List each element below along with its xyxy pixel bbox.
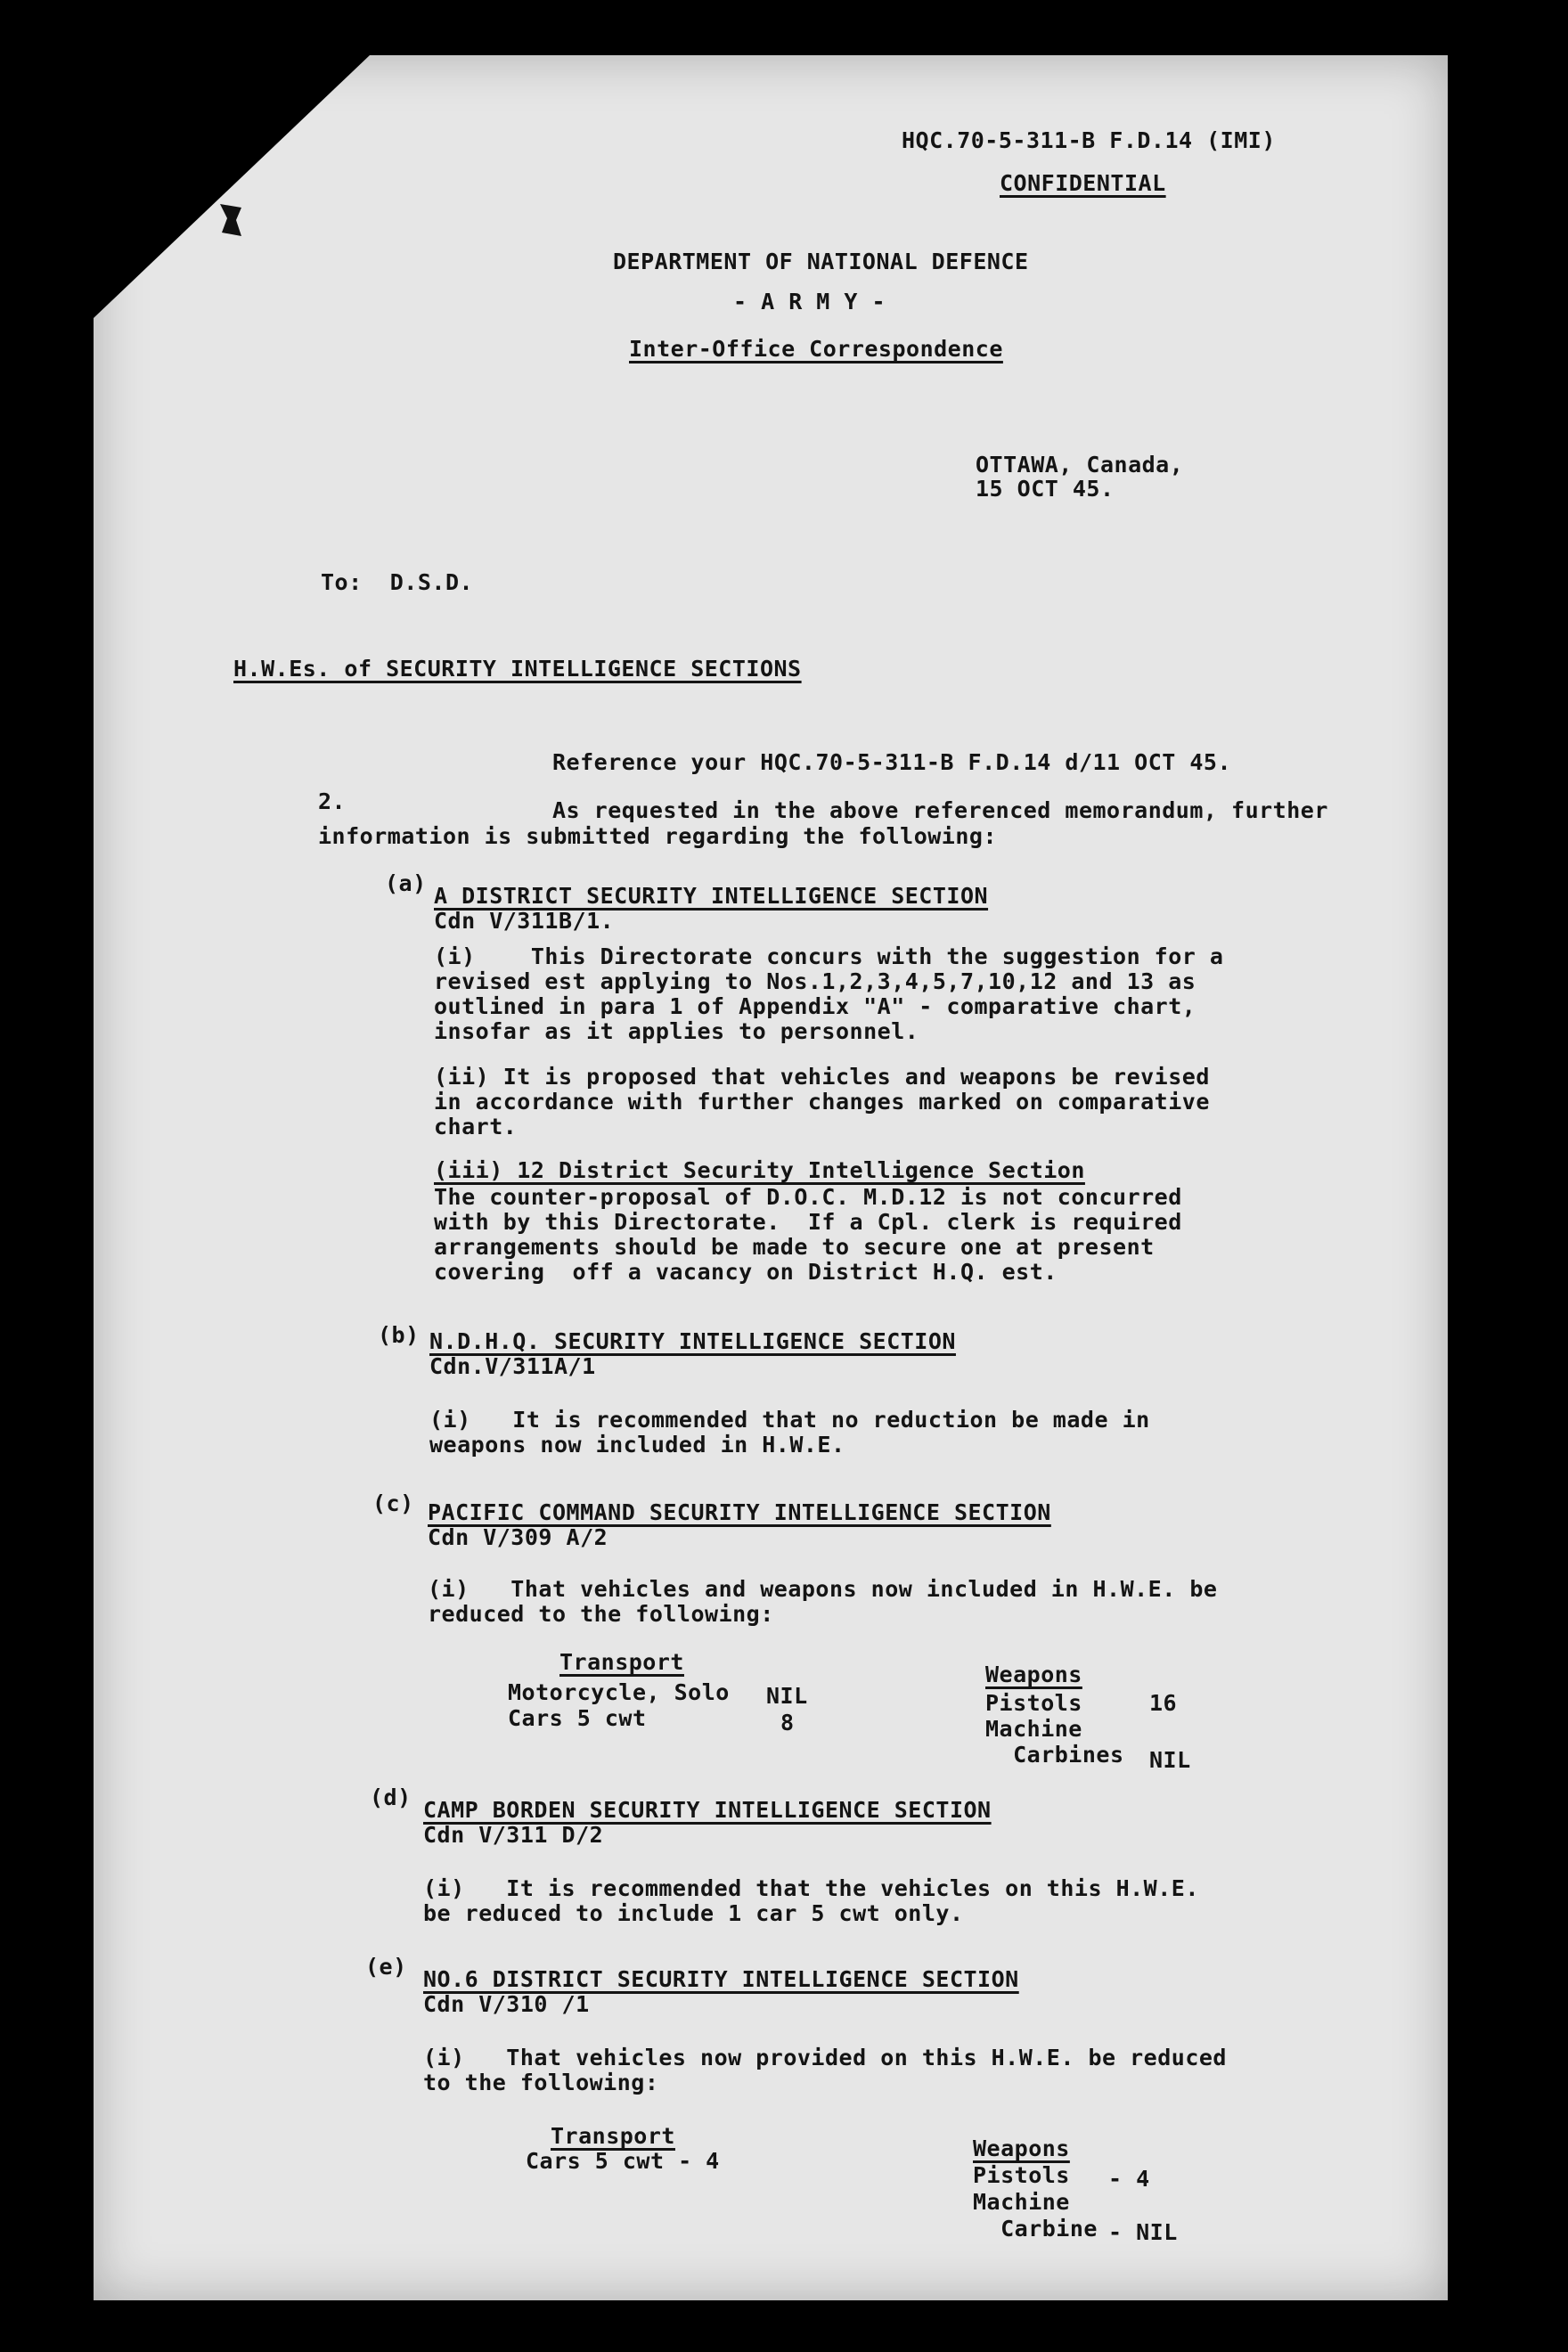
reference-line: Reference your HQC.70-5-311-B F.D.14 d/11 OCT 45.	[552, 749, 1232, 775]
weapons-heading: Weapons	[973, 2136, 1070, 2161]
section-code: Cdn V/309 A/2	[428, 1524, 608, 1550]
subpara-line: revised est applying to Nos.1,2,3,4,5,7,10,12 and 13 as	[434, 968, 1196, 994]
subpara-line: with by this Directorate. If a Cpl. clerk is required	[434, 1209, 1182, 1235]
transport-qty: NIL	[766, 1683, 808, 1709]
section-code: Cdn V/311 D/2	[423, 1822, 604, 1848]
transport-heading: Transport	[559, 1649, 684, 1675]
transport-line: Cars 5 cwt - 4	[526, 2148, 720, 2174]
subpara-line: covering off a vacancy on District H.Q. est.	[434, 1259, 1058, 1285]
section-label: (b)	[378, 1322, 420, 1348]
subpara-title: (iii) 12 District Security Intelligence Section	[434, 1157, 1085, 1183]
weapons-qty: 16	[1149, 1690, 1178, 1716]
subpara-line: (i) That vehicles now provided on this H.W.E. be reduced	[423, 2045, 1227, 2070]
punch-mark-icon	[218, 202, 243, 238]
subpara-line: arrangements should be made to secure one at present	[434, 1234, 1155, 1260]
section-title: PACIFIC COMMAND SECURITY INTELLIGENCE SECTION	[428, 1499, 1051, 1525]
section-title: CAMP BORDEN SECURITY INTELLIGENCE SECTION	[423, 1797, 992, 1823]
date-line: 15 OCT 45.	[976, 476, 1115, 502]
section-title: NO.6 DISTRICT SECURITY INTELLIGENCE SECTION	[423, 1966, 1019, 1992]
weapons-item: Carbines	[985, 1742, 1124, 1768]
weapons-qty: NIL	[1149, 1747, 1191, 1773]
subpara-line: outlined in para 1 of Appendix "A" - comparative chart,	[434, 993, 1196, 1019]
transport-qty: 8	[780, 1710, 795, 1735]
subpara-line: (i) It is recommended that no reduction be made in	[429, 1407, 1150, 1433]
para-number: 2.	[318, 788, 347, 814]
subpara-line: chart.	[434, 1114, 518, 1139]
subpara-line: (i) It is recommended that the vehicles on this H.W.E.	[423, 1875, 1199, 1901]
section-code: Cdn V/310 /1	[423, 1991, 590, 2017]
section-label: (e)	[365, 1954, 407, 1980]
service-heading: - A R M Y -	[733, 289, 886, 314]
department-heading: DEPARTMENT OF NATIONAL DEFENCE	[613, 249, 1029, 274]
subpara-line: be reduced to include 1 car 5 cwt only.	[423, 1900, 964, 1926]
section-code: Cdn.V/311A/1	[429, 1353, 596, 1379]
subject-line: H.W.Es. of SECURITY INTELLIGENCE SECTIONS	[233, 656, 802, 682]
transport-heading: Transport	[551, 2123, 675, 2149]
subpara-line: reduced to the following:	[428, 1601, 774, 1627]
subpara-line: (ii) It is proposed that vehicles and weapons be revised	[434, 1064, 1210, 1090]
subpara-line: weapons now included in H.W.E.	[429, 1432, 845, 1458]
para-line: As requested in the above referenced memorandum, further	[552, 797, 1328, 823]
file-reference: HQC.70-5-311-B F.D.14 (IMI)	[902, 127, 1276, 153]
subpara-line: in accordance with further changes marked on comparative	[434, 1089, 1210, 1115]
para-line: information is submitted regarding the following:	[318, 823, 998, 849]
section-title: A DISTRICT SECURITY INTELLIGENCE SECTION	[434, 883, 989, 909]
place-line: OTTAWA, Canada,	[976, 452, 1184, 478]
transport-item: Motorcycle, Solo	[508, 1679, 730, 1705]
section-label: (a)	[385, 870, 427, 896]
transport-item: Cars 5 cwt	[508, 1705, 647, 1731]
weapons-item: Machine	[973, 2189, 1070, 2215]
document-type: Inter-Office Correspondence	[629, 336, 1003, 362]
weapons-item: Pistols	[985, 1690, 1082, 1716]
subpara-line: to the following:	[423, 2070, 659, 2095]
section-code: Cdn V/311B/1.	[434, 908, 615, 934]
section-label: (c)	[372, 1490, 414, 1516]
weapons-qty: - 4	[1108, 2166, 1150, 2192]
weapons-qty: - NIL	[1108, 2219, 1178, 2245]
subpara-line: (i) That vehicles and weapons now included in H.W.E. be	[428, 1576, 1218, 1602]
subpara-line: (i) This Directorate concurs with the suggestion for a	[434, 943, 1224, 969]
subpara-line: The counter-proposal of D.O.C. M.D.12 is not concurred	[434, 1184, 1182, 1210]
to-line: To: D.S.D.	[321, 569, 474, 595]
classification-label: CONFIDENTIAL	[1000, 170, 1166, 196]
section-title: N.D.H.Q. SECURITY INTELLIGENCE SECTION	[429, 1328, 956, 1354]
weapons-heading: Weapons	[985, 1662, 1082, 1687]
section-label: (d)	[370, 1784, 412, 1810]
subpara-line: insofar as it applies to personnel.	[434, 1018, 919, 1044]
weapons-item: Machine	[985, 1716, 1082, 1742]
weapons-item: Carbine	[973, 2216, 1098, 2242]
weapons-item: Pistols	[973, 2162, 1070, 2188]
